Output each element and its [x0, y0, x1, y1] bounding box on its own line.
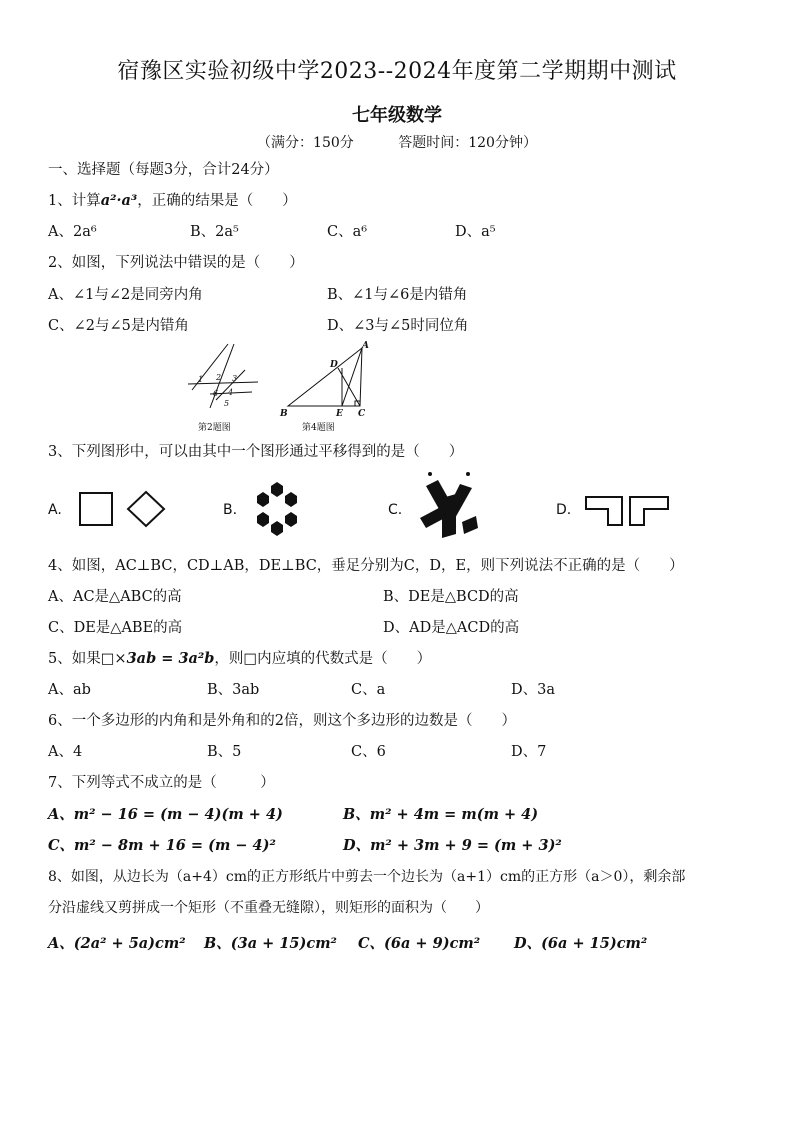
q3-option-a-letter: A.: [48, 502, 62, 518]
q1-option-d: D、a⁵: [455, 224, 496, 240]
q3-option-b-letter: B.: [223, 502, 238, 518]
q4-point-b: B: [280, 409, 288, 419]
q8-stem-line1: 8、如图，从边长为（a+4）cm的正方形纸片中剪去一个边长为（a+1）cm的正方形（a＞0），剩余部: [48, 869, 686, 885]
q4-stem: 4、如图，AC⊥BC，CD⊥AB，DE⊥BC，垂足分别为C，D，E，则下列说法不正确的是（ ）: [48, 558, 684, 574]
exam-subject: 七年级数学: [352, 105, 442, 126]
q5-option-b: B、3ab: [207, 682, 260, 698]
q2-option-c: C、∠2与∠5是内错角: [48, 318, 189, 334]
q3-a-square: [80, 493, 112, 525]
q3-stem: 3、下列图形中，可以由其中一个图形通过平移得到的是（ ）: [48, 444, 464, 460]
q6-option-d: D、7: [511, 744, 547, 760]
q6-option-a: A、4: [48, 744, 83, 760]
q3-option-c-figure: [416, 472, 482, 542]
q4-option-b: B、DE是△BCD的高: [383, 589, 519, 605]
q4-line-dc: [338, 368, 360, 406]
q1-option-c: C、a⁶: [327, 224, 368, 240]
q1-expr: a²·a³: [100, 192, 138, 209]
full-score: （满分：150分: [257, 135, 354, 151]
q4-option-d: D、AD是△ACD的高: [383, 620, 520, 636]
q8-option-c: C、(6a + 9)cm²: [358, 935, 481, 952]
q3-option-d-letter: D.: [556, 502, 572, 518]
q4-triangle-abc: [288, 348, 362, 406]
q7-option-c: C、m² − 8m + 16 = (m − 4)²: [48, 837, 276, 854]
q3-option-c-letter: C.: [388, 502, 403, 518]
section-heading: 一、选择题（每题3分，合计24分）: [48, 162, 279, 178]
q7-stem: 7、下列等式不成立的是（ ）: [48, 775, 275, 791]
q2-stem: 2、如图，下列说法中错误的是（ ）: [48, 255, 304, 271]
q2-angle-4: 4: [228, 388, 234, 397]
exam-title: 宿豫区实验初级中学2023--2024年度第二学期期中测试: [117, 59, 677, 84]
q5-stem-prefix: 5、如果□×: [48, 651, 127, 667]
q6-option-b: B、5: [207, 744, 242, 760]
q2-angle-5: 5: [224, 399, 230, 408]
q3-d-shape-left: [586, 497, 622, 525]
q5-stem: [48, 647, 431, 668]
q2-angle-6: 6: [213, 389, 219, 398]
q3-option-b-figure: [252, 480, 302, 538]
q3-b-hexagons: [257, 482, 297, 536]
q4-option-a: A、AC是△ABC的高: [48, 589, 182, 605]
q3-option-d-figure: [584, 494, 674, 528]
q2-angle-1: 1: [198, 375, 204, 384]
q2-angle-3: 3: [232, 374, 238, 383]
q5-option-d: D、3a: [511, 682, 555, 698]
q5-stem-suffix: ，则□内应填的代数式是（ ）: [214, 651, 432, 667]
q7-option-a: A、m² − 16 = (m − 4)(m + 4): [48, 806, 283, 823]
q6-stem: 6、一个多边形的内角和是外角和的2倍，则这个多边形的边数是（ ）: [48, 713, 516, 729]
q6-option-c: C、6: [351, 744, 386, 760]
q8-option-a: A、(2a² + 5a)cm²: [48, 935, 186, 952]
q7-option-b: B、m² + 4m = m(m + 4): [343, 806, 539, 823]
q8-option-d: D、(6a + 15)cm²: [514, 935, 648, 952]
q5-option-a: A、ab: [48, 682, 91, 698]
q4-line-ae: [342, 348, 362, 406]
q3-d-shape-right: [630, 497, 668, 525]
q2-angle-2: 2: [216, 373, 222, 382]
q1-stem-suffix: ，正确的结果是（ ）: [137, 193, 297, 209]
q1-option-b: B、2a⁵: [190, 224, 239, 240]
q4-point-d: D: [330, 360, 338, 370]
q2-caption: 第2题图: [198, 423, 231, 433]
q3-c-pinwheel: [420, 480, 478, 538]
q5-option-c: C、a: [351, 682, 386, 698]
q1-option-a: A、2a⁶: [48, 224, 97, 240]
q1-stem-prefix: 1、计算: [48, 193, 101, 209]
q4-point-a: A: [362, 341, 369, 351]
q8-option-b: B、(3a + 15)cm²: [204, 935, 337, 952]
q4-figure: [288, 348, 362, 406]
figures-q2-q4: [180, 340, 380, 435]
q2-option-d: D、∠3与∠5时同位角: [327, 318, 469, 334]
q2-option-b: B、∠1与∠6是内错角: [327, 287, 468, 303]
q7-option-d: D、m² + 3m + 9 = (m + 3)²: [343, 837, 562, 854]
q2-transversal-2: [210, 344, 234, 408]
q4-point-c: C: [358, 409, 366, 419]
q3-a-diamond: [128, 492, 164, 526]
q4-point-e: E: [336, 409, 343, 419]
q2-option-a: A、∠1与∠2是同旁内角: [48, 287, 203, 303]
answer-time: 答题时间：120分钟）: [398, 135, 537, 151]
q1-stem: [48, 189, 297, 210]
q3-option-a-figure: [78, 490, 173, 530]
q4-option-c: C、DE是△ABE的高: [48, 620, 183, 636]
q4-caption: 第4题图: [302, 423, 335, 433]
q5-expr: 3ab = 3a²b: [126, 650, 215, 667]
q8-stem-line2: 分沿虚线又剪拼成一个矩形（不重叠无缝隙），则矩形的面积为（ ）: [48, 900, 489, 916]
exam-meta: [0, 132, 794, 152]
